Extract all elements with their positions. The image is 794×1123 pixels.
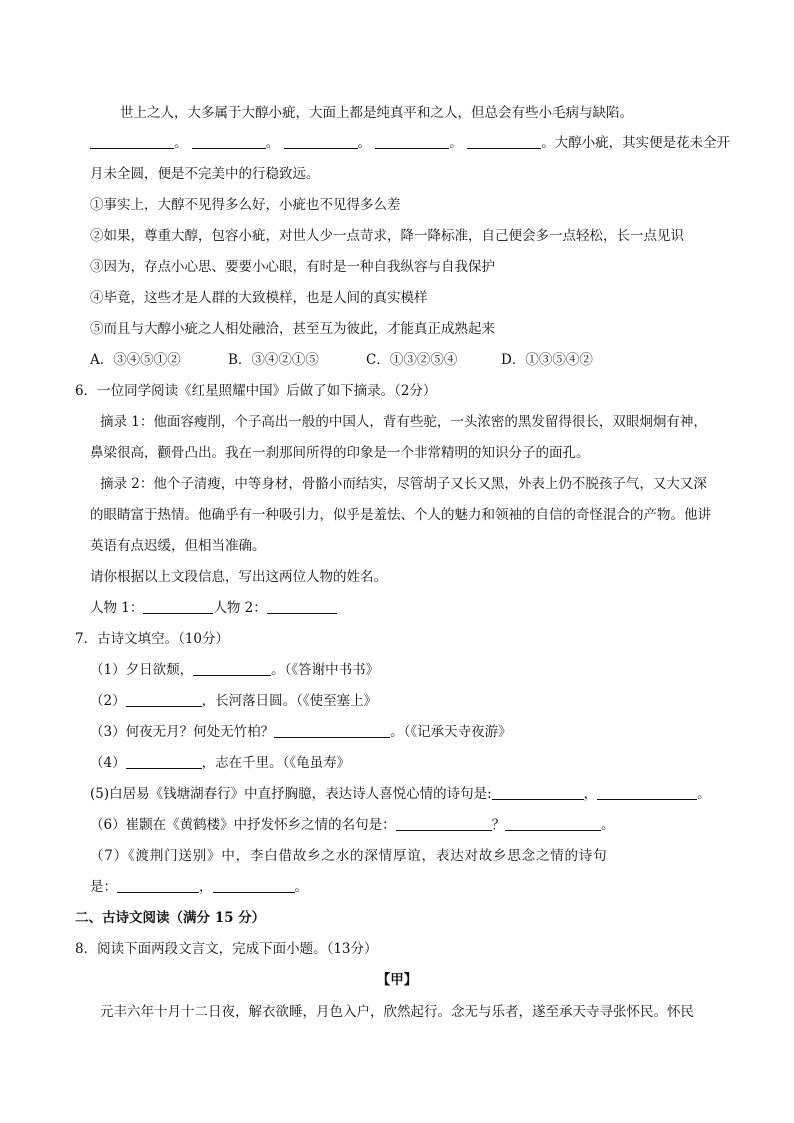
- q8-title: 8．阅读下面两段文言文，完成下面小题。（13分）: [75, 941, 378, 957]
- q7-item-1: （1）夕日欲颓， 。（《答谢中书书》: [90, 662, 380, 678]
- answer-blank[interactable]: [375, 134, 449, 149]
- passage-jia-line1: 元丰六年十月十二日夜，解衣欲睡，月色入户，欣然起行。念无与乐者，遂至承天寺寻张怀民。怀民: [100, 1004, 694, 1020]
- person1-blank[interactable]: [143, 599, 213, 614]
- answer-blank[interactable]: [192, 134, 266, 149]
- answer-blank[interactable]: [396, 816, 492, 831]
- q5-item-3: ③因为，存点小心思、要要小心眼，有时是一种自我纵容与自我保护: [90, 259, 495, 275]
- answer-blank[interactable]: [597, 785, 697, 800]
- q6-excerpt2-line1: 摘录 2：他个子清瘦，中等身材，骨骼小而结实，尽管胡子又长又黑，外表上仍不脱孩子气，又大又深: [100, 476, 707, 492]
- q6-ask: 请你根据以上文段信息，写出这两位人物的姓名。: [90, 569, 387, 585]
- q5-blanks-line: 。 。 。 。 。大醇小疵，其实便是花未全开: [90, 133, 794, 153]
- q7-item-5: (5)白居易《钱塘湖春行》中直抒胸臆，表达诗人喜悦心情的诗句是: ， 。: [90, 786, 711, 802]
- answer-blank[interactable]: [492, 785, 584, 800]
- q5-item-2: ②如果，尊重大醇，包容小疵，对世人少一点苛求，降一降标准，自己便会多一点轻松，长一点见识: [90, 228, 684, 244]
- q6-persons: 人物 1： 人物 2：: [90, 598, 794, 618]
- option-b[interactable]: B．③④②①⑤: [228, 352, 319, 368]
- q5-intro: 世上之人，大多属于大醇小疵，大面上都是纯真平和之人，但总会有些小毛病与缺陷。: [120, 105, 633, 121]
- q7-item-7-line1: （7）《渡荆门送别》中，李白借故乡之水的深情厚谊，表达对故乡思念之情的诗句: [90, 848, 608, 864]
- q5-item-4: ④毕竟，这些才是人群的大致模样，也是人间的真实模样: [90, 290, 428, 306]
- option-d[interactable]: D．①③⑤④②: [501, 352, 593, 368]
- q5-item-1: ①事实上，大醇不见得多么好，小疵也不见得多么差: [90, 197, 401, 213]
- passage-jia-heading: 【甲】: [376, 972, 418, 988]
- q5-line3: 月未全圆，便是不完美中的行稳致远。: [90, 166, 320, 182]
- section2-heading: 二、古诗文阅读（满分 15 分）: [75, 910, 266, 926]
- q7-item-3: （3）何夜无月？何处无竹柏？ 。（《记承天寺夜游》: [90, 724, 512, 740]
- q6-title: 6．一位同学阅读《红星照耀中国》后做了如下摘录。（2分）: [75, 383, 437, 399]
- answer-blank[interactable]: [274, 723, 390, 738]
- answer-blank[interactable]: [467, 134, 541, 149]
- q6-excerpt2-line3: 英语有点迟缓，但相当准确。: [90, 538, 266, 554]
- q7-item-7-line2: 是： ， 。: [90, 879, 308, 895]
- answer-blank[interactable]: [505, 816, 601, 831]
- person2-blank[interactable]: [267, 599, 337, 614]
- answer-blank[interactable]: [126, 754, 202, 769]
- option-a[interactable]: A．③④⑤①②: [90, 352, 181, 368]
- answer-blank[interactable]: [126, 692, 202, 707]
- answer-blank[interactable]: [213, 878, 295, 893]
- q7-item-2: （2） ，长河落日圆。（《使至塞上》: [90, 693, 378, 709]
- answer-blank[interactable]: [284, 134, 358, 149]
- q6-excerpt2-line2: 的眼睛富于热情。他确乎有一种吸引力，似乎是羞怯、个人的魅力和领袖的自信的奇怪混合的产物。他讲: [90, 507, 711, 523]
- answer-blank[interactable]: [193, 661, 271, 676]
- q7-title: 7．古诗文填空。（10分）: [75, 631, 230, 647]
- answer-blank[interactable]: [90, 134, 174, 149]
- q6-excerpt1-line2: 鼻梁很高，颧骨凸出。我在一刹那间所得的印象是一个非常精明的知识分子的面孔。: [90, 445, 590, 461]
- q5-options: [90, 350, 794, 370]
- answer-blank[interactable]: [117, 878, 199, 893]
- q7-item-6: （6）崔颢在《黄鹤楼》中抒发怀乡之情的名句是： ？ 。: [90, 817, 615, 833]
- q6-excerpt1-line1: 摘录 1：他面容瘦削，个子高出一般的中国人，背有些驼，一头浓密的黑发留得很长，双眼炯炯有神，: [100, 414, 707, 430]
- q5-item-5: ⑤而且与大醇小疵之人相处融洽，甚至互为彼此，才能真正成熟起来: [90, 321, 495, 337]
- option-c[interactable]: C．①③②⑤④: [366, 352, 458, 368]
- q7-item-4: （4） ，志在千里。（《龟虽寿》: [90, 755, 351, 771]
